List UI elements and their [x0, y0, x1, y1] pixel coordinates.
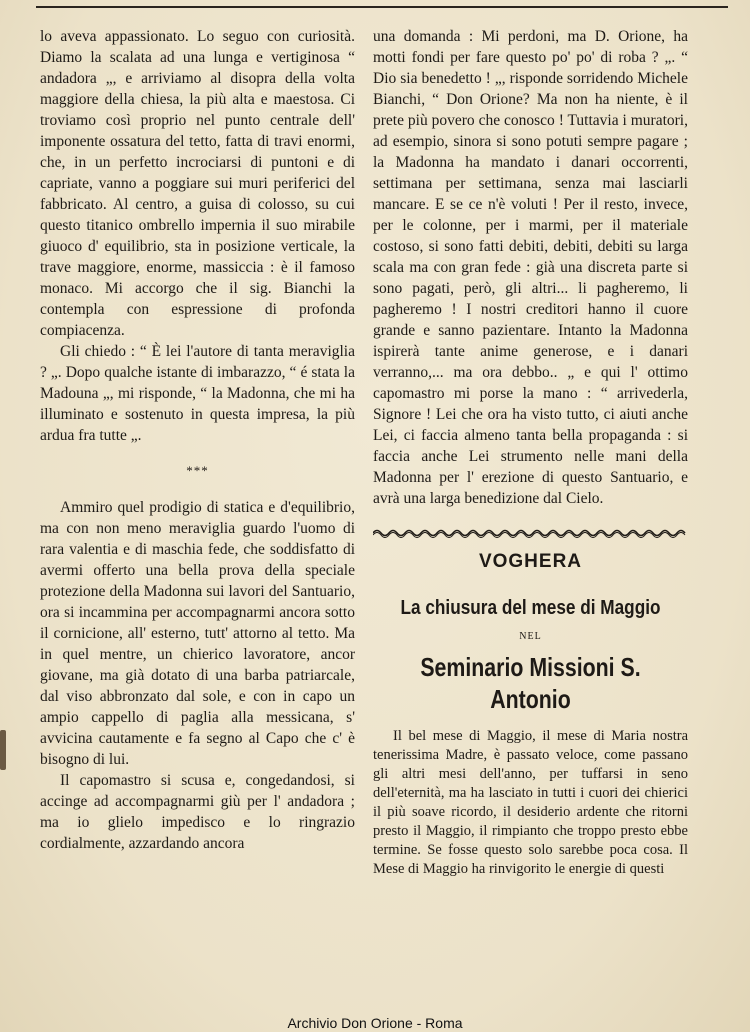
right-paragraph-1: una domanda : Mi perdoni, ma D. Orione, ha motti fondi per fare questo po' po' di roba ? „. “ Dio sia benedetto ! „, risponde sorridendo Michele Bianchi, “ Don Orione? Ma non ha niente, è il prete più povero che conosco ! Tuttavia i muratori, ad esempio, sinora si sono potuti sempre pagare ; la Madonna ha mandato i danari occorrenti, settimana per settimana, senza mai lasciarli mancare. E se ce n'è voluti ! Per il resto, invece, per le colonne, per i marmi, per il materiale costoso, si sono fatti debiti, debiti, debiti su larga scala ma con gran fede : già una discreta parte si sono pagati, però, gli altri... li pagheremo, li pagheremo ! I nostri creditori hanno il cuore grande e sanno pazientare. Intanto la Madonna ispirerà tante anime generose, e i danari verranno,... ma ora debbo.. „ e qui l' ottimo capomastro mi porse la mano : “ arrivederla, Signore ! Lei che ora ha visto tutto, ci aiuti anche Lei, ci faccia almeno tanta bella propaganda : si faccia anche Lei strumento nelle mani della Madonna per l' erezione di questo Santuario, e avrà una larga benedizione dal Cielo.	[373, 28, 688, 507]
left-paragraph-4: Il capomastro si scusa e, congedandosi, si accinge ad accompagnarmi giù per l' andadora ; ma io glielo impedisco e lo ringrazio cordialmente, azzardando ancora	[40, 772, 355, 852]
article-body: Il bel mese di Maggio, il mese di Maria nostra tenerissima Madre, è passato veloce, come passano gli altri mesi dell'anno, per tuffarsi in seno dell'eternità, ma ha lasciato in tutti i cuori dei chierici il più soave ricordo, il desiderio ardente che ritorni presto il Maggio, il rimpianto che troppo presto ebbe termine. Se fosse questo solo sarebbe poca cosa. Il Mese di Maggio ha rinvigorito le energie di questi	[373, 728, 688, 877]
left-paragraph-2: Gli chiedo : “ È lei l'autore di tanta meraviglia ? „. Dopo qualche istante di imbarazzo, “ é stata la Madouna „, mi risponde, “ la Madonna, che mi ha illuminato e sostenuto in questa impresa, la più ardua fra tutte „.	[40, 343, 355, 444]
left-paragraph-1: lo aveva appassionato. Lo seguo con curiosità. Diamo la scalata ad una lunga e vertiginosa “ andadora „, e arriviamo al disopra della volta maggiore della chiesa, la più alta e maestosa. Ci troviamo così proprio nel punto centrale dell' imponente ossatura del tetto, fatta di travi enormi, che, in un perfetto incrociarsi di puntoni e di capriate, vanno a poggiare sui muri periferici del fabbricato. Al centro, a guisa di colosso, su cui questo titanico ombrello impernia il suo mirabile giuoco d' equilibrio, sta in posizione verticale, la trave maggiore, enorme, massiccia : è il famoso monaco. Mi accorgo che il sig. Bianchi la contempla con espressione di profonda compiacenza.	[40, 28, 355, 339]
top-rule	[36, 6, 728, 8]
archive-footer: Archivio Don Orione - Roma	[287, 1015, 463, 1031]
article-title: Seminario Missioni S. Antonio	[420, 652, 641, 714]
left-column	[40, 26, 355, 854]
left-paragraph-3: Ammiro quel prodigio di statica e d'equilibrio, ma con non meno meraviglia guardo l'uomo di rara valentia e di maschia fede, che soddisfatto di avermi offerto una bella prova della speciale protezione della Madonna sui lavori del Santuario, ora si incammina per accompagnarmi ancora sotto il cornicione, all' esterno, tutt' attorno al tetto. Ma in quel mentre, un chierico lavoratore, ancor giovane, ma già dotato di una barba patriarcale, dal viso abbronzato dal sole, e con in capo un ampio cappello di paglia alla messicana, s' avvicina cautamente e fa segno al Capo che c' è bisogno di lui.	[40, 499, 355, 768]
binding-mark	[0, 730, 6, 770]
article-connector: NEL	[519, 631, 542, 642]
wave-divider	[373, 527, 688, 539]
section-separator: ***	[186, 463, 209, 478]
section-town-heading: VOGHERA	[478, 551, 583, 572]
article-subtitle: La chiusura del mese di Maggio	[400, 597, 661, 619]
right-column	[373, 26, 688, 879]
